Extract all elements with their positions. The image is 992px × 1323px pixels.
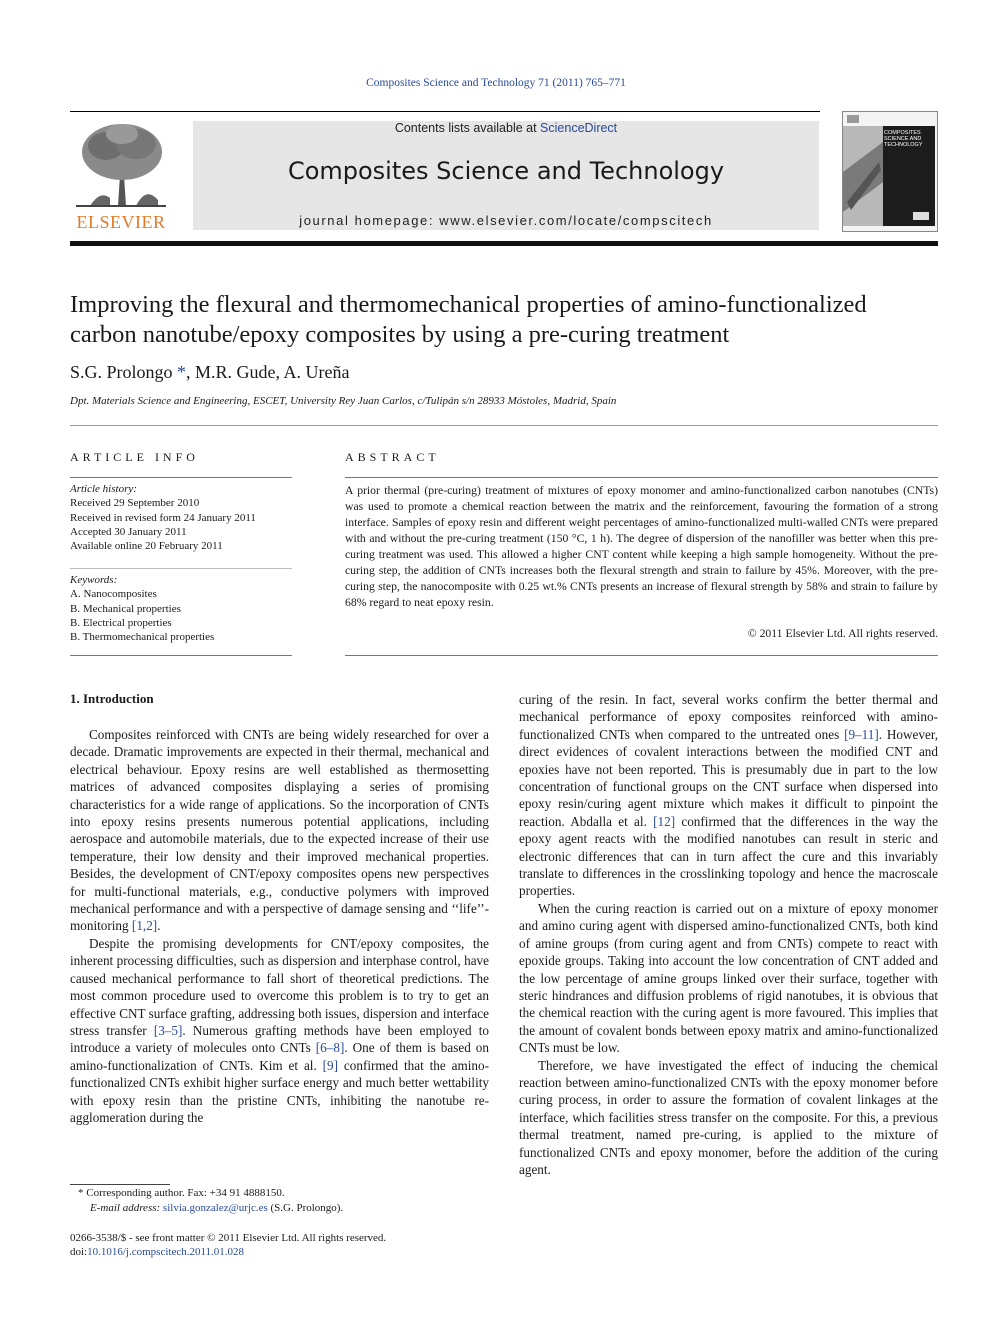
article-info-inner-divider [70,568,292,569]
text-run: curing of the resin. In fact, several works confirm the better thermal and mechanical performance of epoxy composites reinforced with amino-functionalized CNTs when compared to the untreated ones [519,692,938,742]
citation-link[interactable]: [9] [322,1057,339,1073]
author-1: S.G. Prolongo [70,362,173,382]
paragraph [519,691,938,900]
text-run: Composites reinforced with CNTs are being widely researched for over a decade. Dramatic improvements are expected in their thermal, mechanical and electrical behaviour. Epoxy resins are well established as thermosetting matrices of advanced composites displaying a series of promising characteristics for a wide range of applications. So the incorporation of CNTs into epoxy resins presents numerous potential applications, including aerospace and automobile materials, due to the expected increase of their use temperature, their low density and their improved mechanical properties. Besides, the development of CNT/epoxy composites opens new perspectives for multi-functional materials, e.g., conductive polymers with improved mechanical performance and with a perspective of damage sensing and ‘‘life’’-monitoring [70,727,489,934]
citation-link[interactable]: [9–11] [844,726,879,742]
text-run: confirmed that the differences in the way the epoxy agent reacts with the modified nanotubes can result in steric and electronic differences that can in turn affect the cure and this invariably translate to differences in the crosslinking topology and hence the macroscale properties. [519,813,938,899]
history-item: Available online 20 February 2011 [70,540,223,553]
abstract-copyright: © 2011 Elsevier Ltd. All rights reserved. [747,627,938,640]
abstract-text: A prior thermal (pre-curing) treatment of mixtures of epoxy monomer and amino-functionalized carbon nanotubes (CNTs) was used to promote a chemical reaction between the matrix and the reinforcement, favouring the formation of a strong interface. Samples of epoxy resin and different weight percentages of amino-functionalized multi-walled CNTs were prepared with and without the pre-curing treatment (150 °C, 1 h). The degree of dispersion of the nanofiller was better when this pre-curing treatment was used. This allowed a higher CNT content while keeping a high sample homogeneity. Without the pre-curing step, the addition of CNTs increases both the flexural strength and strain to failure by 45%. Moreover, with the pre-curing step, the nanocomposite with 0.25 wt.% CNTs presents an increase of flexural strength by 58% and strain to failure by 68% regard to neat epoxy resin. [345,484,938,610]
contents-prefix: Contents lists available at [394,121,541,135]
article-history [70,482,292,553]
article-title-line-1: Improving the flexural and thermomechanical properties of amino-functionalized [70,291,867,318]
header-divider [70,111,820,112]
corresponding-author-marker[interactable]: * [177,362,187,382]
paragraph: Therefore, we have investigated the effect of inducing the chemical reaction between amino-functionalized CNTs with the epoxy monomer before curing process, in order to assure the formation of covalent linkages at the interface, which facilities stress transfer on the composite. For this, a previous thermal treatment, named pre-curing, is applied to the mixture of functionalized CNTs and epoxy monomer, before the addition of the curing agent. [519,1057,938,1177]
bottom-metadata [70,1231,386,1259]
history-item: Accepted 30 January 2011 [70,525,187,538]
history-item: Received in revised form 24 January 2011 [70,511,256,524]
article-title [70,290,940,350]
journal-citation[interactable]: Composites Science and Technology 71 (2011) 765–771 [366,77,626,89]
abstract-divider [345,477,938,478]
text-run: confirmed that the amino-functionalized CNTs exhibit higher surface energy and much better wettability with epoxy resin than the pristine CNTs, inhibiting the nanotube re-agglomeration during the [70,1057,489,1125]
citation-link[interactable]: [1,2] [131,918,158,934]
keywords [70,573,292,644]
keyword-item: B. Mechanical properties [70,602,181,615]
citation-link[interactable]: [12] [653,813,676,829]
footnote [70,1186,343,1216]
email-suffix: (S.G. Prolongo). [267,1202,344,1214]
paragraph: When the curing reaction is carried out on a mixture of epoxy monomer and amino curing agent with dispersed amino-functionalized CNTs, both kind of amine groups (from curing agent and from CNTs) compete to react with epoxide groups. Taking into account the low concentration of CNT added and the low percentage of amine groups linked over their surface, together with steric hindrances and diffusion problems of rigid nanotubes, it is obvious that the chemical reaction with the curing agent is more favoured. This implies that the amount of covalent bonds between epoxy matrix and amino-functionalized CNTs must be low. [519,900,938,1056]
journal-title: Composites Science and Technology [287,157,725,185]
doi-label: doi: [70,1246,88,1258]
history-label: Article history: [70,483,137,495]
elsevier-wordmark: ELSEVIER [76,212,166,232]
divider [70,425,938,426]
abstract-heading: ABSTRACT [345,450,440,464]
keyword-item: B. Electrical properties [70,616,172,629]
email-label: E-mail address: [90,1202,163,1214]
body-column-right [519,691,938,1178]
history-item: Received 29 September 2010 [70,497,200,510]
article-info-bottom-divider [70,655,292,656]
doi-link[interactable]: 10.1016/j.compscitech.2011.01.028 [87,1246,245,1258]
section-heading-introduction: 1. Introduction [70,691,154,706]
article-info-divider [70,477,292,478]
corresponding-author-note: * Corresponding author. Fax: +34 91 4888150. [78,1187,285,1199]
article-title-line-2: carbon nanotube/epoxy composites by using a pre-curing treatment [70,321,730,348]
text-run: . Numerous grafting methods have been employed to introduce a variety of molecules onto CNTs [70,1022,489,1056]
keyword-item: A. Nanocomposites [70,588,157,601]
authors-rest: , M.R. Gude, A. Ureña [186,362,350,382]
affiliation: Dpt. Materials Science and Engineering, ESCET, University Rey Juan Carlos, c/Tulipán s/n 28933 Móstoles, Madrid, Spain [70,395,617,407]
body-column-left [70,726,489,1126]
article-info-heading: ARTICLE INFO [70,450,199,464]
text-run: . [157,918,161,934]
citation-link[interactable]: [3–5] [153,1022,183,1038]
author-list [70,362,350,383]
footnote-divider [70,1184,170,1185]
text-run: . One of them is based on amino-functionalization of CNTs. Kim et al. [70,1040,489,1073]
text-run: Despite the promising developments for CNT/epoxy composites, the inherent processing difficulties, such as dispersion and interphase control, have caused mechanical performance to fall short of theoretical predictions. The most common procedure used to overcome this problem is to try to get an effective CNT surface grafting, addressing both issues, dispersion and interface stress transfer [70,935,489,1038]
journal-homepage[interactable]: journal homepage: www.elsevier.com/locate/compscitech [299,213,713,228]
paragraph [70,935,489,1126]
cover-journal-title: COMPOSITES SCIENCE AND TECHNOLOGY [884,130,923,148]
paragraph [70,726,489,935]
keywords-label: Keywords: [70,574,118,586]
contents-line [193,121,819,135]
header-thick-divider [70,241,938,246]
keyword-item: B. Thermomechanical properties [70,631,215,644]
sciencedirect-link[interactable]: ScienceDirect [540,121,618,135]
text-run: . However, direct evidences of covalent interactions between the modified CNT and epoxies have not been reported. This is presumably due in part to the low concentration of functional groups on the CNT surface when dispersed into epoxy resin/curing agent mixture which makes it difficult to pinpoint the reaction. Abdalla et al. [519,726,938,829]
citation-link[interactable]: [6–8] [315,1040,345,1056]
email-link[interactable]: silvia.gonzalez@urjc.es [162,1202,268,1214]
issn-line: 0266-3538/$ - see front matter © 2011 Elsevier Ltd. All rights reserved. [70,1232,387,1244]
abstract-bottom-divider [345,655,938,656]
